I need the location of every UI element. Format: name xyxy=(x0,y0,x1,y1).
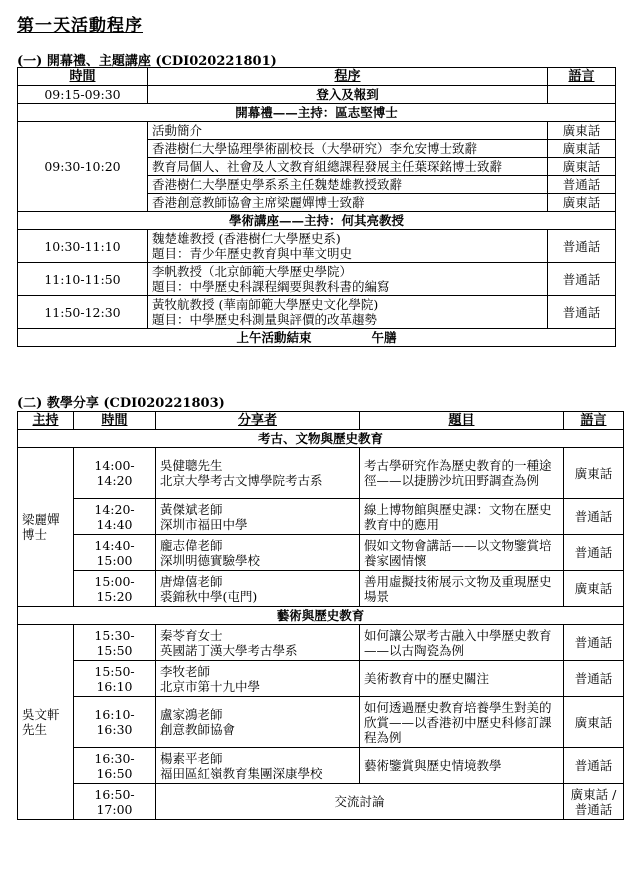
sharer-org: 英國諾丁漢大學考古學系 xyxy=(160,642,298,658)
sharer-org: 北京大學考古文博學院考古系 xyxy=(160,473,323,488)
program-cell xyxy=(148,263,548,296)
topic-cell: 線上博物館與歷史課：文物在歷史教育中的應用 xyxy=(360,499,564,535)
time-cell: 10:30-11:10 xyxy=(18,230,148,263)
opening-schedule-table xyxy=(17,67,616,347)
section-header-row xyxy=(18,104,616,122)
table-header-row xyxy=(18,412,624,430)
sharer-cell xyxy=(156,697,360,748)
header-time: 時間 xyxy=(74,412,156,430)
sharer-name: 楊素平老師 xyxy=(160,750,223,766)
sharer-name: 唐煒僖老師 xyxy=(160,573,223,589)
header-language: 語言 xyxy=(564,412,624,430)
opening-header: 開幕禮——主持：區志堅博士 xyxy=(18,104,616,122)
program-cell: 教育局個人、社會及人文教育組總課程發展主任葉琛銘博士致辭 xyxy=(148,158,548,176)
program-cell xyxy=(148,296,548,329)
time-cell: 11:50-12:30 xyxy=(18,296,148,329)
sharer-org: 深圳明德實驗學校 xyxy=(160,552,261,568)
table-row xyxy=(18,230,616,263)
sharer-cell xyxy=(156,499,360,535)
language-cell: 廣東話 / 普通話 xyxy=(564,784,624,820)
theme-row xyxy=(18,430,624,448)
sharer-org: 創意教師協會 xyxy=(160,722,236,737)
topic-cell: 假如文物會講話——以文物鑒賞培養家國情懷 xyxy=(360,535,564,571)
host-cell: 吳文軒先生 xyxy=(18,625,74,820)
page-title: 第一天活動程序 xyxy=(17,16,143,36)
table-header-row xyxy=(18,68,616,86)
host-cell: 梁麗嬋博士 xyxy=(18,448,74,607)
closing-cell xyxy=(18,329,616,347)
sharer-cell xyxy=(156,625,360,661)
header-sharer: 分享者 xyxy=(156,412,360,430)
sharing-schedule-table xyxy=(17,411,624,820)
topic: 題目：中學歷史科測量與評價的改革趨勢 xyxy=(152,312,378,327)
sharer-org: 深圳市福田中學 xyxy=(160,516,248,532)
sharer-org: 福田區紅嶺教育集團深康學校 xyxy=(160,765,323,781)
table-row xyxy=(18,296,616,329)
discussion-cell: 交流討論 xyxy=(156,784,564,820)
language-cell: 普通話 xyxy=(548,296,616,329)
header-time: 時間 xyxy=(18,68,148,86)
language-cell: 普通話 xyxy=(548,176,616,194)
time-cell: 09:15-09:30 xyxy=(18,86,148,104)
theme-header: 藝術與歷史教育 xyxy=(18,607,624,625)
table-row xyxy=(18,122,616,140)
sharer-name: 黃傑斌老師 xyxy=(160,501,223,517)
table-row xyxy=(18,499,624,535)
language-cell xyxy=(548,86,616,104)
program-cell: 登入及報到 xyxy=(148,86,548,104)
sharer-cell xyxy=(156,661,360,697)
sharer-org: 北京市第十九中學 xyxy=(160,678,261,694)
time-cell: 15:00-15:20 xyxy=(74,571,156,607)
sharer-name: 盧家鴻老師 xyxy=(160,707,223,722)
time-cell: 16:30-16:50 xyxy=(74,748,156,784)
topic-cell: 如何讓公眾考古融入中學歷史教育——以古陶瓷為例 xyxy=(360,625,564,661)
section-2-title: (二) 教學分享 (CDI020221803) xyxy=(17,396,225,411)
table-row xyxy=(18,86,616,104)
header-language: 語言 xyxy=(548,68,616,86)
program-cell: 香港創意教師協會主席梁麗嬋博士致辭 xyxy=(148,194,548,212)
language-cell: 廣東話 xyxy=(564,571,624,607)
speaker: 黃牧航教授 (華南師範大學歷史文化學院) xyxy=(152,297,379,312)
sharer-name: 秦苓育女士 xyxy=(160,627,223,643)
program-cell: 香港樹仁大學歷史學系系主任魏楚雄教授致辭 xyxy=(148,176,548,194)
time-cell: 11:10-11:50 xyxy=(18,263,148,296)
language-cell: 廣東話 xyxy=(548,158,616,176)
table-row xyxy=(18,697,624,748)
sharer-name: 李牧老師 xyxy=(160,663,211,679)
time-cell: 14:00-14:20 xyxy=(74,448,156,499)
theme-header: 考古、文物與歷史教育 xyxy=(18,430,624,448)
header-topic: 題目 xyxy=(360,412,564,430)
lunch-text: 午膳 xyxy=(371,330,397,345)
language-cell: 廣東話 xyxy=(548,194,616,212)
language-cell: 普通話 xyxy=(564,499,624,535)
table-row xyxy=(18,535,624,571)
header-program: 程序 xyxy=(148,68,548,86)
topic-cell: 善用虛擬技術展示文物及重現歷史場景 xyxy=(360,571,564,607)
topic-cell: 如何透過歷史教育培養學生對美的欣賞——以香港初中歷史科修訂課程為例 xyxy=(360,697,564,748)
language-cell: 普通話 xyxy=(548,263,616,296)
time-cell: 16:10-16:30 xyxy=(74,697,156,748)
program-cell: 活動簡介 xyxy=(148,122,548,140)
sharer-name: 吳健聰先生 xyxy=(160,458,223,473)
language-cell: 廣東話 xyxy=(564,448,624,499)
table-row xyxy=(18,661,624,697)
closing-text: 上午活動結束 xyxy=(236,330,312,345)
topic-cell: 考古學研究作為歷史教育的一種途徑——以捷勝沙坑田野調查為例 xyxy=(360,448,564,499)
lecture-header: 學術講座——主持：何其亮教授 xyxy=(18,212,616,230)
sharer-cell xyxy=(156,448,360,499)
table-row xyxy=(18,784,624,820)
language-cell: 普通話 xyxy=(564,535,624,571)
time-cell: 15:30-15:50 xyxy=(74,625,156,661)
time-cell: 14:20-14:40 xyxy=(74,499,156,535)
sharer-cell xyxy=(156,748,360,784)
sharer-cell xyxy=(156,535,360,571)
language-cell: 普通話 xyxy=(564,748,624,784)
time-cell: 16:50-17:00 xyxy=(74,784,156,820)
topic-cell: 美術教育中的歷史關注 xyxy=(360,661,564,697)
theme-row xyxy=(18,607,624,625)
table-row xyxy=(18,448,624,499)
section-header-row xyxy=(18,212,616,230)
language-cell: 普通話 xyxy=(564,661,624,697)
speaker: 李帆教授（北京師範大學歷史學院） xyxy=(152,264,353,279)
speaker: 魏楚雄教授 (香港樹仁大學歷史系) xyxy=(152,231,341,246)
language-cell: 廣東話 xyxy=(548,140,616,158)
time-cell: 14:40-15:00 xyxy=(74,535,156,571)
closing-row xyxy=(18,329,616,347)
table-row xyxy=(18,571,624,607)
topic: 題目：中學歷史科課程綱要與教科書的編寫 xyxy=(152,279,390,294)
header-host: 主持 xyxy=(18,412,74,430)
topic-cell: 藝術鑒賞與歷史情境教學 xyxy=(360,748,564,784)
sharer-name: 龐志偉老師 xyxy=(160,537,223,553)
language-cell: 廣東話 xyxy=(564,697,624,748)
table-row xyxy=(18,625,624,661)
language-cell: 普通話 xyxy=(548,230,616,263)
section-1-title: (一) 開幕禮、主題講座 (CDI020221801) xyxy=(17,54,277,69)
table-row xyxy=(18,748,624,784)
time-cell: 09:30-10:20 xyxy=(18,122,148,212)
topic: 題目：青少年歷史教育與中華文明史 xyxy=(152,246,353,261)
language-cell: 普通話 xyxy=(564,625,624,661)
table-row xyxy=(18,263,616,296)
sharer-cell xyxy=(156,571,360,607)
program-cell xyxy=(148,230,548,263)
language-cell: 廣東話 xyxy=(548,122,616,140)
program-cell: 香港樹仁大學協理學術副校長（大學研究）李允安博士致辭 xyxy=(148,140,548,158)
time-cell: 15:50-16:10 xyxy=(74,661,156,697)
sharer-org: 裘錦秋中學(屯門) xyxy=(160,588,258,604)
